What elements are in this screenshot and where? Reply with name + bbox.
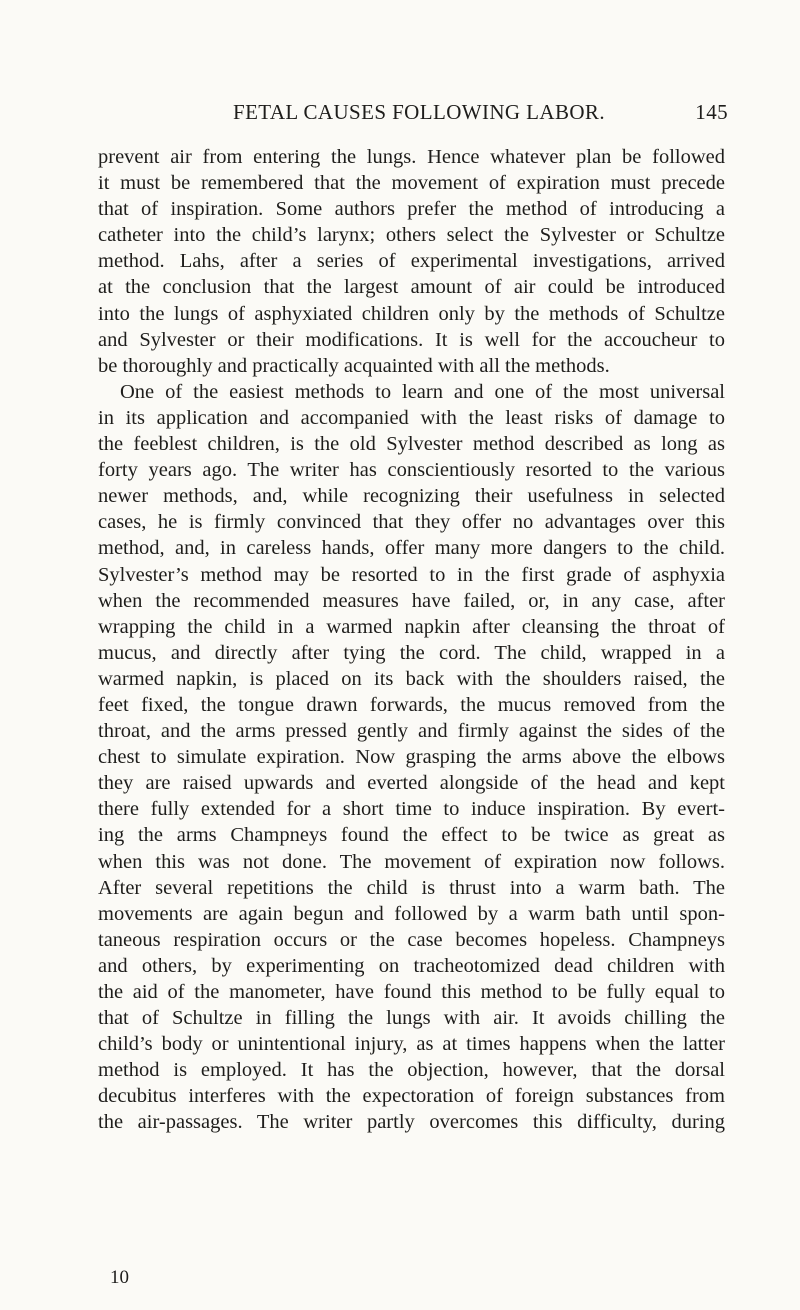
- text-line: warmed napkin, is placed on its back with the shoulders raised, the: [98, 667, 725, 690]
- text-line: and others, by experimenting on tracheotomized dead children with: [98, 954, 725, 977]
- text-line: ing the arms Champneys found the effect to be twice as great as: [98, 824, 725, 847]
- text-line: taneous respiration occurs or the case becomes hopeless. Champneys: [98, 928, 725, 951]
- text-line: they are raised upwards and everted alongside of the head and kept: [98, 772, 725, 795]
- text-line: that of inspiration. Some authors prefer the method of introducing a: [98, 198, 725, 221]
- page-number: 145: [695, 100, 728, 124]
- text-line: the aid of the manometer, have found this method to be fully equal to: [98, 981, 725, 1003]
- text-line: feet fixed, the tongue drawn forwards, the mucus removed from the: [98, 693, 725, 716]
- text-line: chest to simulate expiration. Now grasping the arms above the elbows: [98, 746, 725, 769]
- text-line: method is employed. It has the objection, however, that the dorsal: [98, 1059, 725, 1082]
- text-line: child’s body or unintentional injury, as at times happens when the latter: [98, 1033, 725, 1056]
- text-line: in its application and accompanied with the least risks of damage to: [98, 406, 725, 429]
- text-line: prevent air from entering the lungs. Hence whatever plan be followed: [98, 146, 725, 168]
- text-line: the feeblest children, is the old Sylvester method described as long as: [98, 433, 725, 456]
- text-line: when this was not done. The movement of expiration now follows.: [98, 850, 725, 873]
- text-line: the air-passages. The writer partly overcomes this difficulty, during: [98, 1111, 725, 1134]
- text-line: there fully extended for a short time to induce inspiration. By evert-: [98, 798, 725, 821]
- text-line: that of Schultze in filling the lungs with air. It avoids chilling the: [98, 1007, 725, 1030]
- text-line: mucus, and directly after tying the cord. The child, wrapped in a: [98, 641, 725, 664]
- text-line: method. Lahs, after a series of experimental investigations, arrived: [98, 250, 725, 273]
- signature-mark: 10: [110, 1267, 129, 1288]
- text-line: forty years ago. The writer has conscientiously resorted to the various: [98, 459, 725, 482]
- text-line: it must be remembered that the movement of expiration must precede: [98, 172, 725, 195]
- text-line: and Sylvester or their modifications. It is well for the accoucheur to: [98, 328, 725, 351]
- body-text: [98, 144, 725, 1136]
- text-line: into the lungs of asphyxiated children only by the methods of Schultze: [98, 302, 725, 325]
- text-line: One of the easiest methods to learn and one of the most universal: [120, 380, 725, 403]
- text-line: Sylvester’s method may be resorted to in the first grade of asphyxia: [98, 563, 725, 586]
- text-line: decubitus interferes with the expectoration of foreign substances from: [98, 1085, 725, 1108]
- text-line: wrapping the child in a warmed napkin after cleansing the throat of: [98, 615, 725, 638]
- running-head-title: FETAL CAUSES FOLLOWING LABOR.: [233, 100, 605, 124]
- text-line: method, and, in careless hands, offer many more dangers to the child.: [98, 537, 725, 560]
- text-line: After several repetitions the child is thrust into a warm bath. The: [98, 876, 725, 899]
- text-line: catheter into the child’s larynx; others select the Sylvester or Schultze: [98, 224, 725, 247]
- text-line: at the conclusion that the largest amount of air could be introduced: [98, 276, 725, 299]
- text-line: be thoroughly and practically acquainted with all the methods.: [98, 354, 610, 377]
- text-line: cases, he is firmly convinced that they offer no advantages over this: [98, 511, 725, 534]
- text-line: throat, and the arms pressed gently and firmly against the sides of the: [98, 720, 725, 743]
- text-line: newer methods, and, while recognizing their usefulness in selected: [98, 485, 725, 508]
- text-line: when the recommended measures have failed, or, in any case, after: [98, 589, 725, 612]
- text-line: movements are again begun and followed by a warm bath until spon-: [98, 902, 725, 925]
